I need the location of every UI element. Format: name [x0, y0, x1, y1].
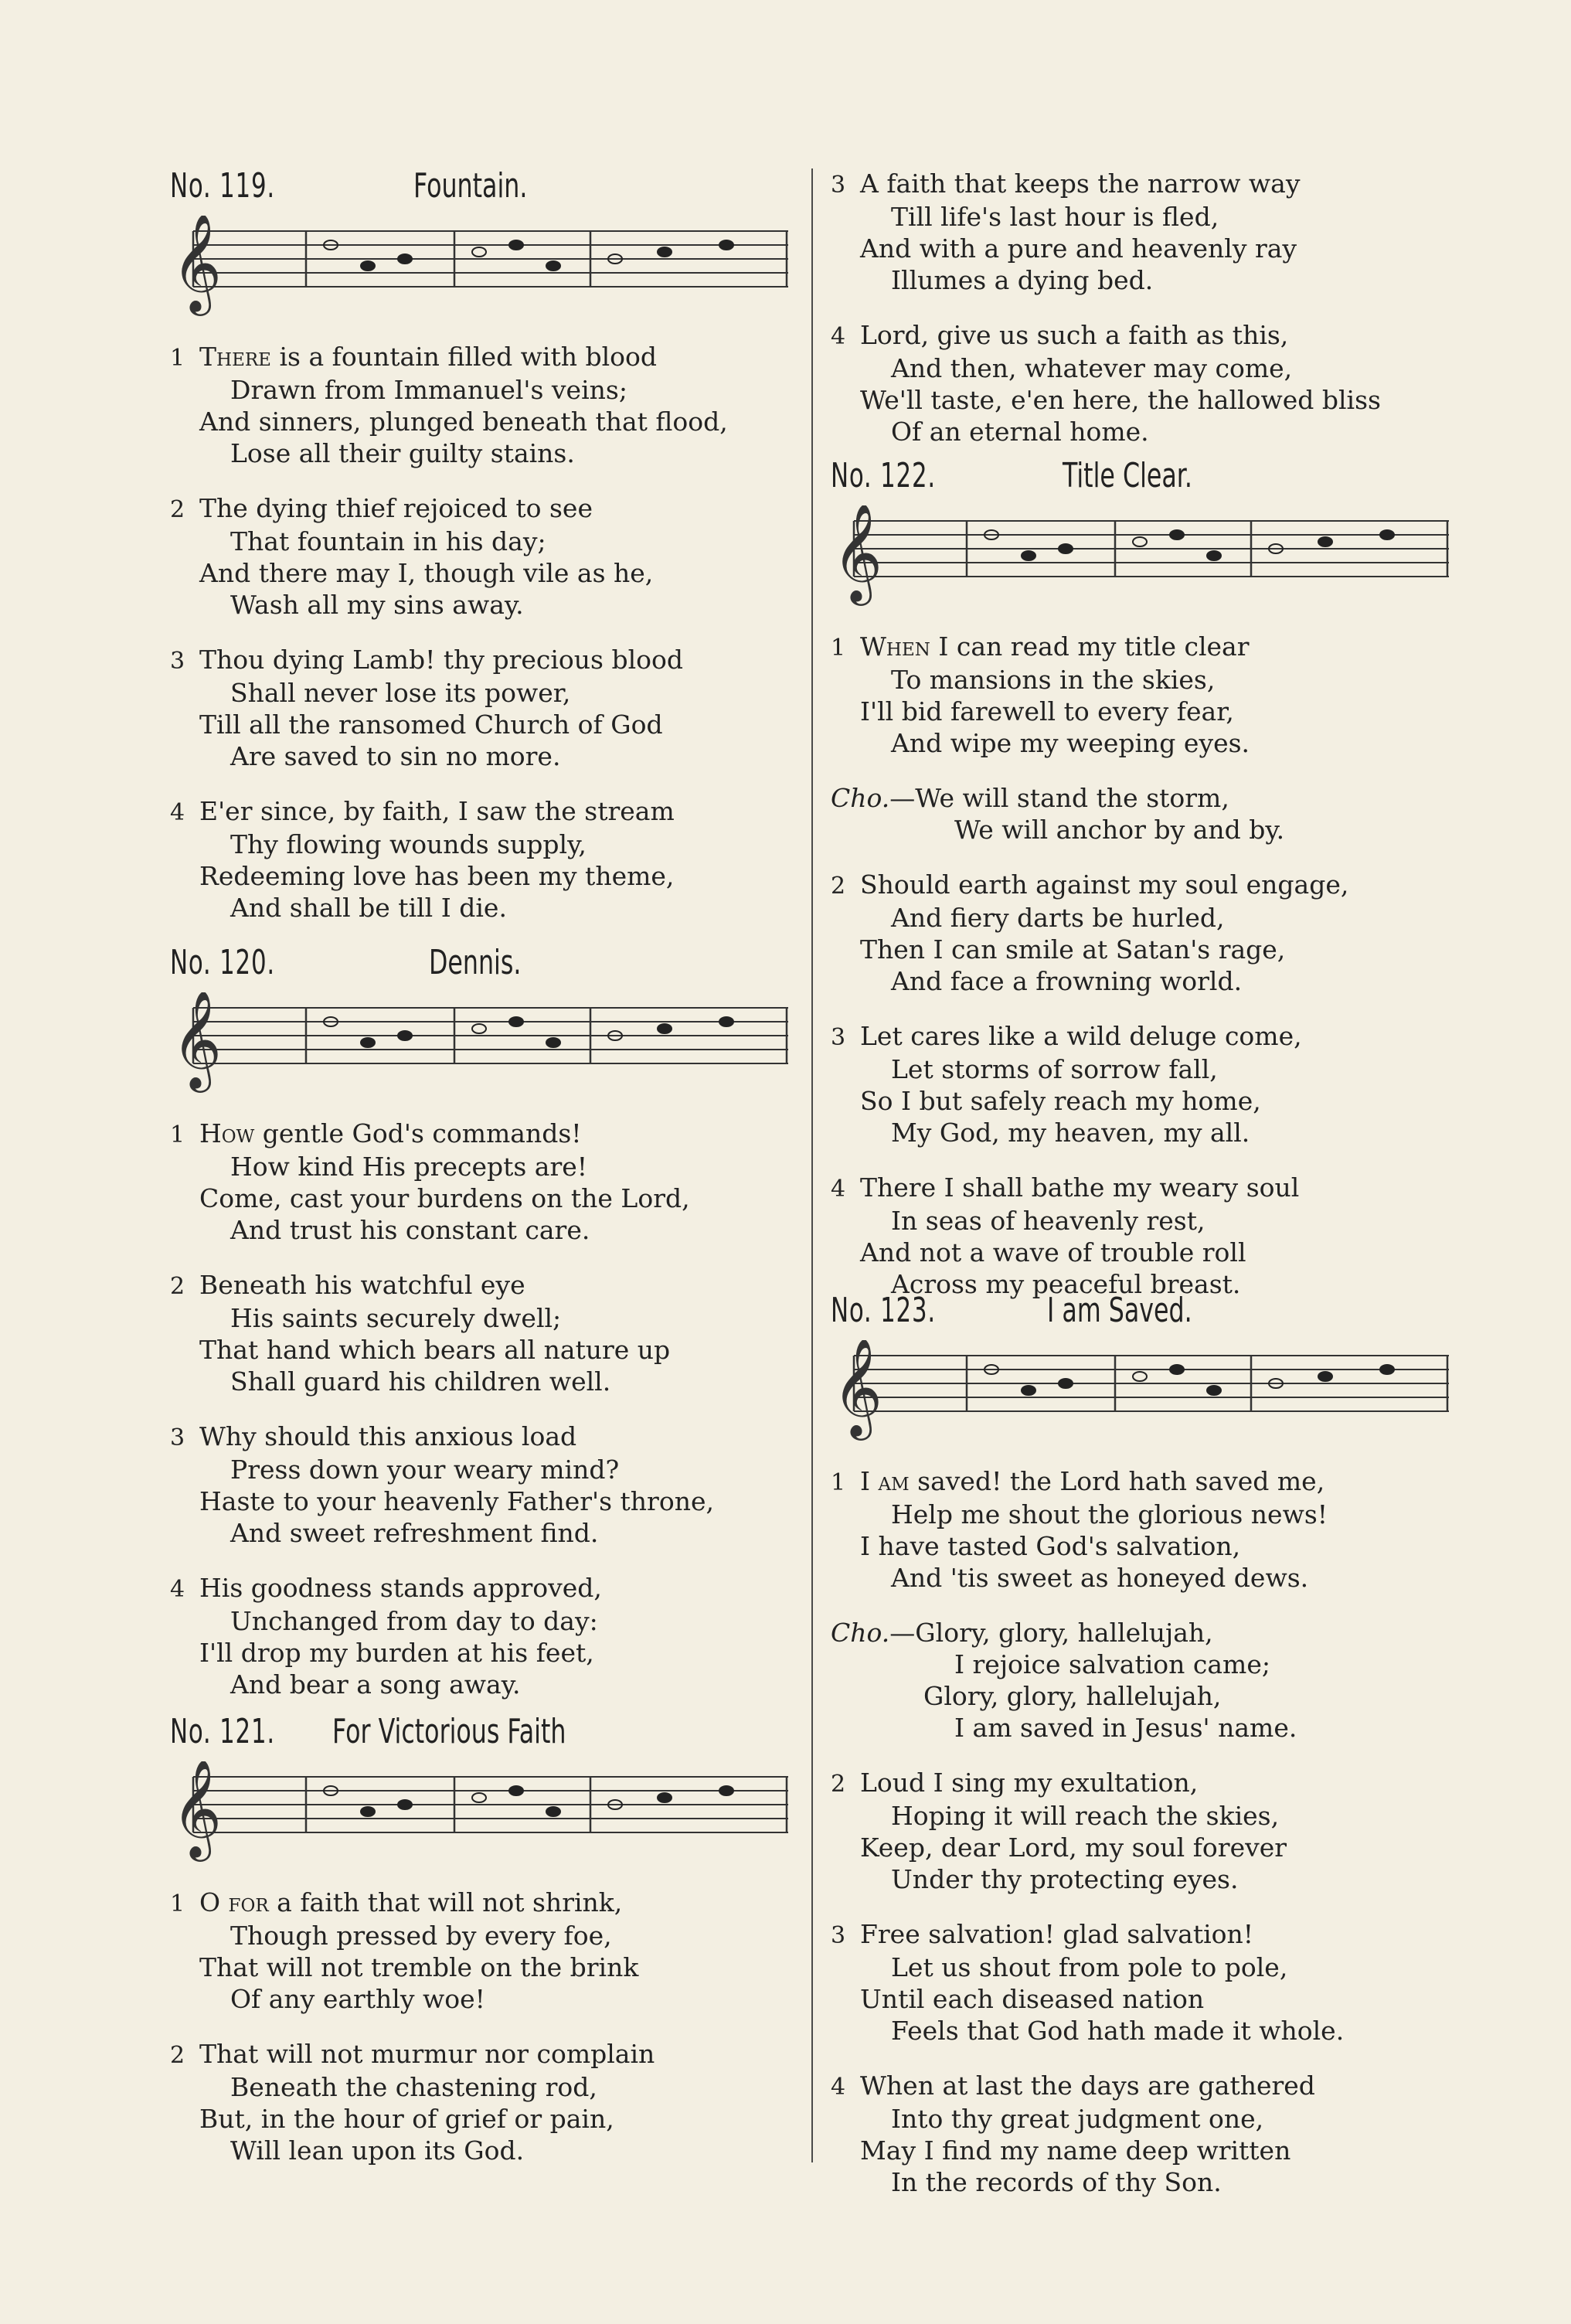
- note-head: [546, 1038, 560, 1047]
- stanza-number: 1: [831, 635, 846, 662]
- verse-line: Press down your weary mind?: [230, 1455, 620, 1485]
- stanza: [831, 1918, 1472, 2047]
- note-head: [658, 1793, 672, 1802]
- stanza: [831, 1020, 1472, 1148]
- chorus-label: Cho.: [831, 783, 890, 813]
- verse-line: Shall guard his children well.: [230, 1366, 611, 1397]
- verse-line: Of any earthly woe!: [230, 1984, 485, 2014]
- verse-line: [170, 1572, 811, 1605]
- verse-text: Why should this anxious load: [199, 1421, 577, 1451]
- verse-line: Haste to your heavenly Father's throne,: [199, 1486, 714, 1516]
- verse-line: Till life's last hour is fled,: [891, 202, 1219, 232]
- note-head: [546, 1807, 560, 1816]
- hymn-heading: [170, 1712, 811, 1758]
- music-staff: [170, 1761, 796, 1877]
- verse-line: Of an eternal home.: [891, 417, 1149, 447]
- stanza-number: 3: [170, 648, 185, 675]
- stanza: [831, 1465, 1472, 1594]
- verse-line: I have tasted God's salvation,: [860, 1531, 1241, 1561]
- note-head: [472, 1024, 486, 1033]
- note-head: [1207, 551, 1221, 560]
- verse-text: I can read my title clear: [930, 631, 1250, 662]
- chorus-label: Cho.: [831, 1618, 890, 1648]
- stanza-number: 4: [831, 1176, 846, 1203]
- note-head: [546, 261, 560, 271]
- stanza: [170, 1118, 811, 1246]
- verse-text: Let cares like a wild deluge come,: [860, 1021, 1302, 1051]
- treble-clef-icon: 𝄞: [172, 216, 223, 311]
- stanza-number: 1: [170, 1890, 185, 1917]
- verse-text: Loud I sing my exultation,: [860, 1768, 1199, 1798]
- verse-line: Thy flowing wounds supply,: [230, 829, 587, 859]
- note-head: [1318, 1372, 1332, 1381]
- stanza: [831, 2070, 1472, 2198]
- verse-text: Thou dying Lamb! thy precious blood: [199, 645, 684, 675]
- verse-line: [170, 1118, 811, 1151]
- note-head: [398, 1031, 412, 1040]
- verse-text: —We will stand the storm,: [889, 783, 1229, 813]
- stanza-lead-word: How: [199, 1118, 255, 1148]
- verse-line: And bear a song away.: [230, 1669, 521, 1700]
- stanza: [831, 319, 1472, 447]
- stanza-number: 1: [831, 1469, 846, 1496]
- stanza-number: 2: [831, 1771, 846, 1798]
- verse-line: [170, 2038, 811, 2071]
- tune-name: Title Clear.: [1063, 456, 1192, 495]
- stanza: [831, 1617, 1472, 1744]
- verse-line: Lose all their guilty stains.: [230, 438, 575, 468]
- music-staff: [831, 505, 1457, 621]
- verse-text: Lord, give us such a faith as this,: [860, 320, 1289, 350]
- verse-line: Let storms of sorrow fall,: [891, 1054, 1218, 1084]
- verse-line: [831, 2070, 1472, 2103]
- stanza: [170, 1421, 811, 1549]
- verse-line: Then I can smile at Satan's rage,: [860, 934, 1286, 965]
- verse-line: Under thy protecting eyes.: [891, 1864, 1239, 1894]
- verse-line: Hoping it will reach the skies,: [891, 1801, 1280, 1831]
- treble-clef-icon: 𝄞: [832, 1340, 883, 1436]
- tune-name: Fountain.: [413, 166, 528, 206]
- verse-line: [831, 319, 1472, 352]
- tune-name: For Victorious Faith: [332, 1712, 566, 1751]
- verse-line: [831, 1918, 1472, 1951]
- stanza-number: 4: [170, 1576, 185, 1603]
- stanza: [170, 341, 811, 469]
- verse-text: The dying thief rejoiced to see: [199, 493, 593, 523]
- stanza: [831, 782, 1472, 846]
- verse-text: —Glory, glory, hallelujah,: [889, 1618, 1213, 1648]
- note-head: [509, 1017, 523, 1026]
- verse-line: We will anchor by and by.: [954, 815, 1285, 845]
- stanza-lead-word: I am: [860, 1466, 910, 1496]
- stanza-number: 4: [831, 2074, 846, 2101]
- verse-line: Redeeming love has been my theme,: [199, 861, 675, 891]
- note-head: [1022, 1386, 1035, 1395]
- treble-clef-icon: 𝄞: [832, 505, 883, 601]
- verse-line: [170, 341, 811, 374]
- verse-line: Are saved to sin no more.: [230, 741, 561, 771]
- stanza: [170, 492, 811, 621]
- stanza: [170, 1572, 811, 1700]
- music-staff: [170, 216, 796, 332]
- verse-line: [170, 492, 811, 526]
- note-head: [509, 1786, 523, 1795]
- hymn-heading: [831, 1291, 1472, 1337]
- stanza-number: 3: [831, 1024, 846, 1051]
- verse-line: [170, 1887, 811, 1920]
- verse-text: There I shall bathe my weary soul: [860, 1172, 1300, 1203]
- verse-line: Glory, glory, hallelujah,: [923, 1681, 1222, 1711]
- note-head: [1133, 1372, 1147, 1381]
- verse-line: And not a wave of trouble roll: [860, 1237, 1246, 1267]
- stanza: [170, 1887, 811, 2015]
- note-head: [658, 1024, 672, 1033]
- hymn: [831, 1291, 1472, 2198]
- stanza: [831, 168, 1472, 296]
- note-head: [1022, 551, 1035, 560]
- verse-line: [831, 1617, 1472, 1649]
- verse-line: [170, 644, 811, 677]
- note-head: [1133, 537, 1147, 546]
- verse-line: [170, 1269, 811, 1302]
- verse-line: That hand which bears all nature up: [199, 1335, 671, 1365]
- stanza-number: 2: [170, 496, 185, 523]
- verse-line: Drawn from Immanuel's veins;: [230, 375, 627, 405]
- verse-line: Illumes a dying bed.: [891, 265, 1154, 295]
- verse-line: But, in the hour of grief or pain,: [199, 2104, 614, 2134]
- note-head: [1318, 537, 1332, 546]
- hymn-number: No. 119.: [170, 166, 275, 206]
- tune-name: I am Saved.: [1047, 1291, 1192, 1330]
- hymn: [170, 1712, 811, 2166]
- stanza: [831, 1767, 1472, 1895]
- treble-clef-icon: 𝄞: [172, 1761, 223, 1857]
- verse-text: is a fountain filled with blood: [270, 342, 658, 372]
- hymn-heading: [831, 456, 1472, 502]
- verse-line: Unchanged from day to day:: [230, 1606, 598, 1636]
- verse-text: Beneath his watchful eye: [199, 1270, 525, 1300]
- verse-line: Keep, dear Lord, my soul forever: [860, 1832, 1287, 1863]
- note-head: [719, 1017, 733, 1026]
- verse-line: And sinners, plunged beneath that flood,: [199, 407, 728, 437]
- note-head: [472, 1793, 486, 1802]
- verse-line: And 'tis sweet as honeyed dews.: [891, 1563, 1309, 1593]
- stanza-number: 1: [170, 345, 185, 372]
- stanza-number: 4: [831, 323, 846, 350]
- verse-line: [831, 782, 1472, 814]
- hymn-number: No. 123.: [831, 1291, 936, 1330]
- note-head: [361, 261, 375, 271]
- verse-line: Feels that God hath made it whole.: [891, 2016, 1345, 2046]
- hymn-heading: [170, 166, 811, 213]
- verse-text: Free salvation! glad salvation!: [860, 1919, 1254, 1949]
- verse-line: Will lean upon its God.: [230, 2135, 525, 2166]
- verse-text: Should earth against my soul engage,: [860, 869, 1349, 900]
- stanza-lead-word: When: [860, 631, 930, 662]
- music-staff: [831, 1340, 1457, 1456]
- verse-line: And wipe my weeping eyes.: [891, 728, 1250, 758]
- verse-line: So I but safely reach my home,: [860, 1086, 1261, 1116]
- stanza-number: 3: [831, 172, 846, 199]
- stanza-number: 3: [831, 1922, 846, 1949]
- verse-line: We'll taste, e'en here, the hallowed bliss: [860, 385, 1381, 415]
- verse-line: And face a frowning world.: [891, 966, 1243, 996]
- verse-text: A faith that keeps the narrow way: [860, 168, 1301, 199]
- stanza: [170, 644, 811, 772]
- verse-line: And shall be till I die.: [230, 893, 507, 923]
- verse-line: In seas of heavenly rest,: [891, 1206, 1205, 1236]
- verse-line: [831, 168, 1472, 201]
- note-head: [1059, 1379, 1073, 1388]
- verse-line: Help me shout the glorious news!: [891, 1499, 1328, 1529]
- verse-line: Into thy great judgment one,: [891, 2104, 1264, 2134]
- stanza: [831, 631, 1472, 759]
- verse-line: To mansions in the skies,: [891, 665, 1216, 695]
- music-staff: [170, 992, 796, 1108]
- verse-line: [831, 631, 1472, 664]
- verse-line: [170, 795, 811, 829]
- note-head: [1059, 544, 1073, 553]
- verse-line: Until each diseased nation: [860, 1984, 1205, 2014]
- hymn-number: No. 122.: [831, 456, 936, 495]
- hymn-continuation: [831, 158, 1472, 447]
- verse-line: I rejoice salvation came;: [954, 1649, 1270, 1679]
- verse-line: Let us shout from pole to pole,: [891, 1952, 1288, 1982]
- stanza-number: 2: [170, 1273, 185, 1300]
- note-head: [1170, 1365, 1184, 1374]
- column-divider: [811, 168, 813, 2162]
- verse-line: And then, whatever may come,: [891, 353, 1293, 383]
- note-head: [398, 1800, 412, 1809]
- verse-line: [831, 1172, 1472, 1205]
- verse-line: Till all the ransomed Church of God: [199, 709, 663, 740]
- note-head: [1380, 1365, 1394, 1374]
- verse-line: And there may I, though vile as he,: [199, 558, 654, 588]
- stanza-number: 4: [170, 799, 185, 826]
- hymn: [170, 943, 811, 1700]
- hymn: [170, 166, 811, 924]
- note-head: [509, 240, 523, 250]
- verse-line: That will not tremble on the brink: [199, 1952, 639, 1982]
- verse-line: Come, cast your burdens on the Lord,: [199, 1183, 690, 1213]
- verse-line: That fountain in his day;: [230, 526, 546, 556]
- verse-line: [831, 869, 1472, 902]
- verse-line: Wash all my sins away.: [230, 590, 524, 620]
- verse-line: His saints securely dwell;: [230, 1303, 562, 1333]
- verse-line: In the records of thy Son.: [891, 2167, 1222, 2197]
- verse-line: And with a pure and heavenly ray: [860, 233, 1297, 264]
- note-head: [361, 1038, 375, 1047]
- stanza-lead-word: O for: [199, 1887, 269, 1917]
- verse-line: And trust his constant care.: [230, 1215, 590, 1245]
- verse-line: [170, 1421, 811, 1454]
- verse-line: [831, 1767, 1472, 1800]
- verse-line: I'll drop my burden at his feet,: [199, 1638, 594, 1668]
- hymn-number: No. 120.: [170, 943, 275, 982]
- stanza: [170, 2038, 811, 2166]
- verse-line: Beneath the chastening rod,: [230, 2072, 597, 2102]
- note-head: [1207, 1386, 1221, 1395]
- stanza-number: 1: [170, 1121, 185, 1148]
- verse-text: gentle God's commands!: [254, 1118, 582, 1148]
- verse-text: E'er since, by faith, I saw the stream: [199, 796, 675, 826]
- verse-line: My God, my heaven, my all.: [891, 1118, 1250, 1148]
- verse-line: Shall never lose its power,: [230, 678, 571, 708]
- verse-line: Across my peaceful breast.: [891, 1269, 1241, 1299]
- stanza: [170, 1269, 811, 1397]
- verse-line: May I find my name deep written: [860, 2135, 1291, 2166]
- verse-line: Though pressed by every foe,: [230, 1921, 612, 1951]
- verse-line: I'll bid farewell to every fear,: [860, 696, 1234, 726]
- note-head: [361, 1807, 375, 1816]
- stanza-number: 2: [170, 2042, 185, 2069]
- treble-clef-icon: 𝄞: [172, 992, 223, 1088]
- verse-line: I am saved in Jesus' name.: [954, 1713, 1297, 1743]
- note-head: [658, 247, 672, 257]
- tune-name: Dennis.: [429, 943, 522, 982]
- verse-text: a faith that will not shrink,: [268, 1887, 623, 1917]
- verse-text: When at last the days are gathered: [860, 2071, 1315, 2101]
- note-head: [398, 254, 412, 264]
- stanza-lead-word: There: [199, 342, 271, 372]
- verse-line: And sweet refreshment find.: [230, 1518, 599, 1548]
- stanza: [170, 795, 811, 924]
- verse-line: And fiery darts be hurled,: [891, 903, 1225, 933]
- verse-line: How kind His precepts are!: [230, 1152, 588, 1182]
- note-head: [719, 1786, 733, 1795]
- verse-line: [831, 1020, 1472, 1053]
- note-head: [472, 247, 486, 257]
- stanza: [831, 869, 1472, 997]
- note-head: [1380, 530, 1394, 539]
- hymn-number: No. 121.: [170, 1712, 275, 1751]
- hymn-heading: [170, 943, 811, 989]
- note-head: [719, 240, 733, 250]
- stanza-number: 3: [170, 1424, 185, 1451]
- verse-text: That will not murmur nor complain: [199, 2039, 655, 2069]
- stanza: [831, 1172, 1472, 1300]
- stanza-number: 2: [831, 873, 846, 900]
- hymn: [831, 456, 1472, 1300]
- note-head: [1170, 530, 1184, 539]
- verse-text: His goodness stands approved,: [199, 1573, 602, 1603]
- verse-line: [831, 1465, 1472, 1499]
- verse-text: saved! the Lord hath saved me,: [909, 1466, 1325, 1496]
